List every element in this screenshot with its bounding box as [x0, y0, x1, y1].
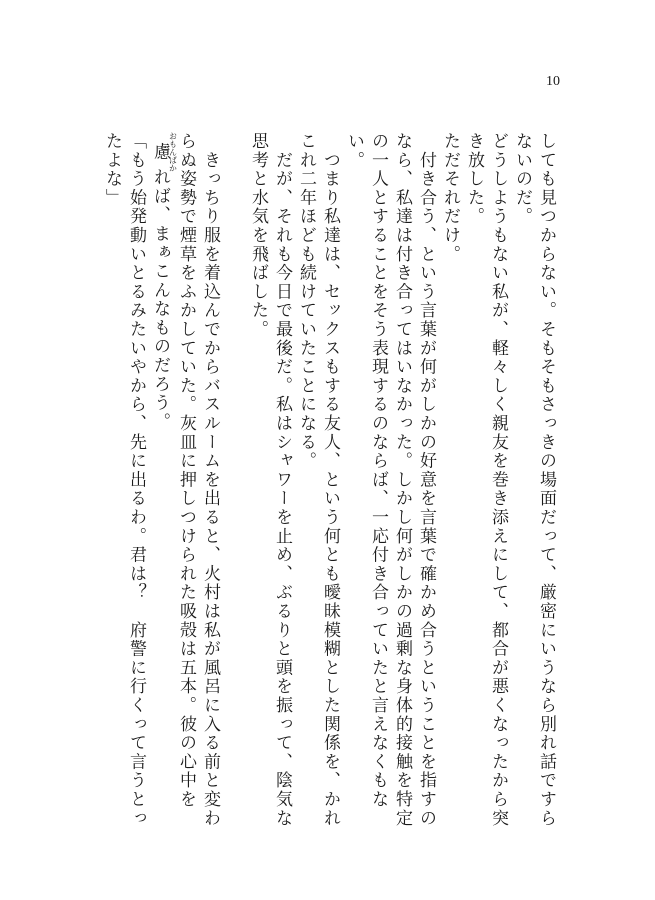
ruby-annotation — [150, 132, 178, 172]
paragraph: つまり私達は、セックスもする友人、という何とも曖昧模糊とした関係を、かれこれ二年ほども続けていたことになる。 — [296, 132, 340, 828]
ruby-reading: おもんばか — [168, 132, 178, 172]
paragraph-text: れば、まぁこんなものだろう。 — [150, 168, 170, 432]
blank-line — [222, 132, 246, 832]
paragraph: 「もう始発動いとるみたいやから、先に出るわ。君は？ 府警に行くって言うとったよな」 — [102, 132, 146, 828]
page-number: 10 — [546, 74, 560, 89]
paragraph-with-ruby — [148, 132, 222, 832]
ruby-base: 慮 — [150, 132, 170, 172]
paragraph: だが、それも今日で最後だ。私はシャワーを止め、ぶるりと頭を振って、陰気な思考と水気を飛ばした。 — [248, 132, 292, 828]
paragraph: どうしようもない私が、軽々しく親友を巻き添えにして、都合が悪くなったから突き放した。 — [464, 132, 508, 828]
paragraph: 付き合う、という言葉が何がしかの好意を言葉で確かめ合うということを指すのなら、私達は付き合ってはいなかった。しかし何がしかの過剰な身体的接触を特定の一人とすることをそう表現するのならば、一応付き合っていたと言えなくもない。 — [344, 132, 436, 828]
paragraph: ただそれだけ。 — [440, 132, 460, 264]
paragraph-text: きっちり服を着込んでからバスルームを出ると、火村は私が風呂に入る前と変わらぬ姿勢で煙草をふかしていた。灰皿に押しつけられた吸殻は五本。彼の心中を — [176, 132, 220, 828]
paragraph: しても見つからない。そもそもさっきの場面だって、厳密にいうなら別れ話ですらないのだ。 — [512, 132, 556, 828]
body-text — [102, 132, 558, 832]
